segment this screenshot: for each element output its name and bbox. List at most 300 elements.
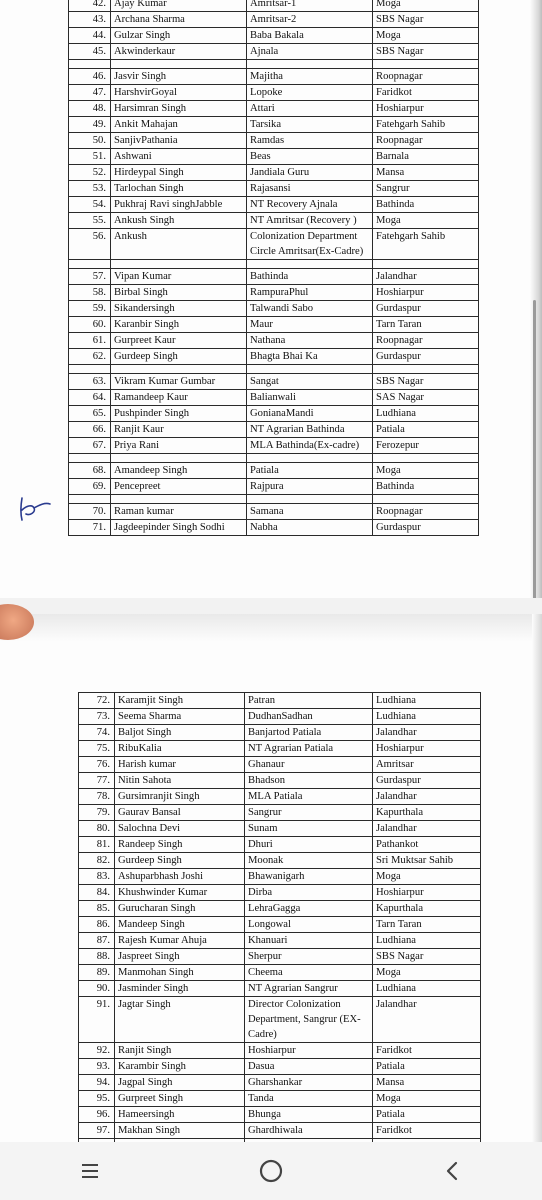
table-row	[79, 805, 481, 821]
cell-no: 49.	[69, 117, 111, 133]
cell-to: Faridkot	[373, 1123, 481, 1139]
cell-no: 47.	[69, 85, 111, 101]
cell-from: Ghanaur	[245, 757, 373, 773]
cell-no: 72.	[79, 693, 115, 709]
cell-name: Jasminder Singh	[115, 981, 245, 997]
cell-no: 56.	[69, 229, 111, 260]
page-gap	[0, 598, 542, 614]
cell-to: Gurdaspur	[373, 349, 479, 365]
cell-from: Dasua	[245, 1059, 373, 1075]
table-row	[79, 1107, 481, 1123]
cell-name: Pencepreet	[111, 479, 247, 495]
cell-name: Nitin Sahota	[115, 773, 245, 789]
cell-from: Attari	[247, 101, 373, 117]
spacer-row	[69, 260, 479, 269]
cell-name: Ranjit Kaur	[111, 422, 247, 438]
cell-name: RibuKalia	[115, 741, 245, 757]
cell-to: Patiala	[373, 1107, 481, 1123]
cell-from: NT Agrarian Sangrur	[245, 981, 373, 997]
table-row	[69, 0, 479, 12]
cell-to: Patiala	[373, 422, 479, 438]
cell-to: Tarn Taran	[373, 317, 479, 333]
table-row	[79, 949, 481, 965]
cell-no: 83.	[79, 869, 115, 885]
cell-from: DudhanSadhan	[245, 709, 373, 725]
cell-from: Bhunga	[245, 1107, 373, 1123]
cell-name: Sikandersingh	[111, 301, 247, 317]
table-row	[69, 374, 479, 390]
table-row	[69, 438, 479, 454]
cell-to: Mansa	[373, 165, 479, 181]
cell-to: Fatehgarh Sahib	[373, 229, 479, 260]
table-row	[79, 821, 481, 837]
cell-from: RampuraPhul	[247, 285, 373, 301]
cell-to: Faridkot	[373, 85, 479, 101]
cell-to: Roopnagar	[373, 333, 479, 349]
cell-to: Bathinda	[373, 479, 479, 495]
table-row	[69, 12, 479, 28]
cell-from: Bathinda	[247, 269, 373, 285]
table-row	[79, 709, 481, 725]
cell-name: Jaspreet Singh	[115, 949, 245, 965]
cell-from: LehraGagga	[245, 901, 373, 917]
cell-from: Patiala	[247, 463, 373, 479]
page-edge-shadow	[530, 0, 542, 598]
cell-from: Bhawanigarh	[245, 869, 373, 885]
cell-empty	[69, 60, 111, 69]
cell-to: Pathankot	[373, 837, 481, 853]
cell-no: 74.	[79, 725, 115, 741]
cell-from: MLA Patiala	[245, 789, 373, 805]
cell-no: 42.	[69, 0, 111, 12]
cell-name: Raman kumar	[111, 504, 247, 520]
cell-no: 64.	[69, 390, 111, 406]
recent-apps-button[interactable]	[60, 1151, 120, 1191]
cell-to: Ludhiana	[373, 981, 481, 997]
cell-no: 46.	[69, 69, 111, 85]
cell-empty	[373, 454, 479, 463]
cell-no: 89.	[79, 965, 115, 981]
cell-empty	[247, 495, 373, 504]
cell-name: Ajay Kumar	[111, 0, 247, 12]
cell-no: 54.	[69, 197, 111, 213]
cell-empty	[111, 454, 247, 463]
cell-no: 82.	[79, 853, 115, 869]
cell-from: Gharshankar	[245, 1075, 373, 1091]
table-row	[79, 1043, 481, 1059]
cell-name: Karanbir Singh	[111, 317, 247, 333]
cell-name: Ranjit Singh	[115, 1043, 245, 1059]
cell-to: Kapurthala	[373, 901, 481, 917]
cell-no: 60.	[69, 317, 111, 333]
cell-from: Bhagta Bhai Ka	[247, 349, 373, 365]
table-row	[79, 789, 481, 805]
cell-no: 44.	[69, 28, 111, 44]
cell-no: 90.	[79, 981, 115, 997]
cell-no: 71.	[69, 520, 111, 536]
cell-from: Sangrur	[245, 805, 373, 821]
cell-no: 67.	[69, 438, 111, 454]
recent-apps-icon	[79, 1162, 101, 1180]
cell-no: 66.	[69, 422, 111, 438]
cell-name: Gulzar Singh	[111, 28, 247, 44]
table-row	[69, 229, 479, 260]
cell-from: Bhadson	[245, 773, 373, 789]
cell-empty	[247, 365, 373, 374]
cell-to: Jalandhar	[373, 725, 481, 741]
cell-empty	[69, 454, 111, 463]
cell-empty	[247, 260, 373, 269]
table-row	[69, 422, 479, 438]
cell-from: Talwandi Sabo	[247, 301, 373, 317]
table-row	[79, 1075, 481, 1091]
cell-no: 59.	[69, 301, 111, 317]
cell-to: Kapurthala	[373, 805, 481, 821]
cell-name: Gurpreet Singh	[115, 1091, 245, 1107]
table-row	[69, 390, 479, 406]
back-button[interactable]	[422, 1151, 482, 1191]
table-row	[69, 317, 479, 333]
table-row	[69, 349, 479, 365]
cell-no: 80.	[79, 821, 115, 837]
cell-to: Ludhiana	[373, 406, 479, 422]
cell-to: Sri Muktsar Sahib	[373, 853, 481, 869]
cell-from: NT Agrarian Bathinda	[247, 422, 373, 438]
cell-from: Moonak	[245, 853, 373, 869]
table-row	[69, 301, 479, 317]
cell-to: Mansa	[373, 1075, 481, 1091]
cell-to: Roopnagar	[373, 133, 479, 149]
table-row	[79, 997, 481, 1043]
cell-no: 93.	[79, 1059, 115, 1075]
cell-from: NT Agrarian Patiala	[245, 741, 373, 757]
cell-from: Khanuari	[245, 933, 373, 949]
cell-no: 68.	[69, 463, 111, 479]
cell-name: Gurdeep Singh	[115, 853, 245, 869]
cell-to: Hoshiarpur	[373, 101, 479, 117]
cell-to: Tarn Taran	[373, 917, 481, 933]
cell-name: Tarlochan Singh	[111, 181, 247, 197]
cell-no: 91.	[79, 997, 115, 1043]
table-row	[69, 165, 479, 181]
cell-no: 61.	[69, 333, 111, 349]
cell-name: Ramandeep Kaur	[111, 390, 247, 406]
cell-empty	[373, 365, 479, 374]
cell-name: Ankush	[111, 229, 247, 260]
cell-from: Majitha	[247, 69, 373, 85]
cell-from: Nabha	[247, 520, 373, 536]
table-row	[79, 901, 481, 917]
table-row	[69, 85, 479, 101]
table-row	[69, 333, 479, 349]
table-row	[79, 1091, 481, 1107]
table-row	[69, 133, 479, 149]
table-row	[69, 101, 479, 117]
cell-no: 81.	[79, 837, 115, 853]
cell-to: Moga	[373, 1091, 481, 1107]
cell-no: 76.	[79, 757, 115, 773]
cell-to: Moga	[373, 463, 479, 479]
cell-from: NT Amritsar (Recovery )	[247, 213, 373, 229]
cell-no: 53.	[69, 181, 111, 197]
cell-no: 52.	[69, 165, 111, 181]
cell-empty	[247, 454, 373, 463]
spacer-row	[69, 60, 479, 69]
cell-from: Cheema	[245, 965, 373, 981]
cell-from: Samana	[247, 504, 373, 520]
cell-empty	[373, 260, 479, 269]
cell-to: Gurdaspur	[373, 520, 479, 536]
cell-from: Rajpura	[247, 479, 373, 495]
cell-to: Moga	[373, 0, 479, 12]
cell-name: Hameersingh	[115, 1107, 245, 1123]
cell-from: Sangat	[247, 374, 373, 390]
cell-to: Hoshiarpur	[373, 741, 481, 757]
home-button[interactable]	[241, 1151, 301, 1191]
cell-name: Jasvir Singh	[111, 69, 247, 85]
cell-from: Dirba	[245, 885, 373, 901]
cell-name: Manmohan Singh	[115, 965, 245, 981]
cell-from: Colonization Department Circle Amritsar(Ex-Cadre)	[247, 229, 373, 260]
cell-no: 63.	[69, 374, 111, 390]
cell-name: Gaurav Bansal	[115, 805, 245, 821]
cell-to: Ludhiana	[373, 933, 481, 949]
cell-to: Ferozepur	[373, 438, 479, 454]
cell-empty	[69, 365, 111, 374]
cell-from: Sherpur	[245, 949, 373, 965]
table-row	[69, 285, 479, 301]
cell-from: Tanda	[245, 1091, 373, 1107]
cell-name: Gurpreet Kaur	[111, 333, 247, 349]
cell-no: 92.	[79, 1043, 115, 1059]
cell-name: HarshvirGoyal	[111, 85, 247, 101]
cell-to: SBS Nagar	[373, 44, 479, 60]
cell-no: 45.	[69, 44, 111, 60]
cell-to: Barnala	[373, 149, 479, 165]
cell-name: Hirdeypal Singh	[111, 165, 247, 181]
table-row	[69, 28, 479, 44]
cell-no: 84.	[79, 885, 115, 901]
cell-name: Ankit Mahajan	[111, 117, 247, 133]
cell-no: 85.	[79, 901, 115, 917]
cell-name: Gursimranjit Singh	[115, 789, 245, 805]
cell-to: SAS Nagar	[373, 390, 479, 406]
cell-from: GonianaMandi	[247, 406, 373, 422]
table-row	[79, 965, 481, 981]
cell-from: MLA Bathinda(Ex-cadre)	[247, 438, 373, 454]
cell-no: 78.	[79, 789, 115, 805]
table-row	[79, 757, 481, 773]
signature-mark	[16, 494, 56, 524]
cell-empty	[111, 60, 247, 69]
cell-from: Director Colonization Department, Sangrur (EX-Cadre)	[245, 997, 373, 1043]
table-row	[69, 181, 479, 197]
table-row	[69, 197, 479, 213]
table-row	[69, 520, 479, 536]
cell-name: Gurdeep Singh	[111, 349, 247, 365]
table-row	[69, 406, 479, 422]
cell-no: 65.	[69, 406, 111, 422]
cell-from: Lopoke	[247, 85, 373, 101]
cell-to: Jalandhar	[373, 997, 481, 1043]
cell-empty	[247, 60, 373, 69]
cell-to: Gurdaspur	[373, 773, 481, 789]
cell-to: Patiala	[373, 1059, 481, 1075]
cell-name: Makhan Singh	[115, 1123, 245, 1139]
cell-from: Dhuri	[245, 837, 373, 853]
table-row	[69, 69, 479, 85]
cell-no: 96.	[79, 1107, 115, 1123]
cell-name: Karamjit Singh	[115, 693, 245, 709]
cell-name: Pukhraj Ravi singhJabble	[111, 197, 247, 213]
cell-no: 94.	[79, 1075, 115, 1091]
spacer-row	[69, 495, 479, 504]
cell-to: Moga	[373, 965, 481, 981]
cell-from: Hoshiarpur	[245, 1043, 373, 1059]
cell-name: SanjivPathania	[111, 133, 247, 149]
table-row	[79, 725, 481, 741]
cell-name: Vikram Kumar Gumbar	[111, 374, 247, 390]
cell-no: 55.	[69, 213, 111, 229]
cell-to: Roopnagar	[373, 69, 479, 85]
cell-name: Akwinderkaur	[111, 44, 247, 60]
cell-no: 50.	[69, 133, 111, 149]
cell-empty	[111, 260, 247, 269]
table-row	[69, 213, 479, 229]
cell-to: Sangrur	[373, 181, 479, 197]
cell-to: Fatehgarh Sahib	[373, 117, 479, 133]
cell-name: Priya Rani	[111, 438, 247, 454]
spacer-row	[69, 365, 479, 374]
cell-to: Jalandhar	[373, 789, 481, 805]
cell-name: Karambir Singh	[115, 1059, 245, 1075]
cell-name: Rajesh Kumar Ahuja	[115, 933, 245, 949]
cell-name: Ankush Singh	[111, 213, 247, 229]
cell-no: 57.	[69, 269, 111, 285]
cell-name: Jagtar Singh	[115, 997, 245, 1043]
cell-from: Maur	[247, 317, 373, 333]
cell-empty	[373, 60, 479, 69]
cell-name: Randeep Singh	[115, 837, 245, 853]
table-row	[79, 837, 481, 853]
cell-from: Amritsar-1	[247, 0, 373, 12]
cell-empty	[111, 365, 247, 374]
table-row	[79, 773, 481, 789]
transfer-table-1	[68, 0, 479, 536]
table-row	[69, 479, 479, 495]
cell-empty	[111, 495, 247, 504]
cell-to: SBS Nagar	[373, 949, 481, 965]
cell-to: Roopnagar	[373, 504, 479, 520]
table-row	[79, 933, 481, 949]
cell-name: Amandeep Singh	[111, 463, 247, 479]
scrollbar[interactable]	[533, 300, 536, 600]
cell-from: Banjartod Patiala	[245, 725, 373, 741]
cell-empty	[373, 495, 479, 504]
table-row	[79, 693, 481, 709]
table-row	[79, 853, 481, 869]
cell-from: Ghardhiwala	[245, 1123, 373, 1139]
cell-from: Patran	[245, 693, 373, 709]
table-row	[69, 149, 479, 165]
cell-from: NT Recovery Ajnala	[247, 197, 373, 213]
cell-from: Nathana	[247, 333, 373, 349]
cell-from: Rajasansi	[247, 181, 373, 197]
home-icon	[258, 1158, 284, 1184]
cell-to: Moga	[373, 28, 479, 44]
table-row	[69, 504, 479, 520]
cell-to: Moga	[373, 869, 481, 885]
cell-no: 87.	[79, 933, 115, 949]
table-row	[79, 885, 481, 901]
cell-no: 51.	[69, 149, 111, 165]
table-row	[69, 269, 479, 285]
cell-to: Jalandhar	[373, 269, 479, 285]
cell-no: 62.	[69, 349, 111, 365]
cell-to: Gurdaspur	[373, 301, 479, 317]
cell-name: Birbal Singh	[111, 285, 247, 301]
cell-name: Vipan Kumar	[111, 269, 247, 285]
cell-no: 95.	[79, 1091, 115, 1107]
document-page-1	[0, 0, 542, 598]
cell-from: Sunam	[245, 821, 373, 837]
cell-from: Amritsar-2	[247, 12, 373, 28]
cell-name: Ashwani	[111, 149, 247, 165]
cell-to: Ludhiana	[373, 709, 481, 725]
cell-from: Beas	[247, 149, 373, 165]
page-curl-shadow	[0, 614, 542, 642]
android-nav-bar	[0, 1142, 542, 1200]
cell-name: Gurucharan Singh	[115, 901, 245, 917]
cell-no: 97.	[79, 1123, 115, 1139]
cell-no: 77.	[79, 773, 115, 789]
cell-from: Ajnala	[247, 44, 373, 60]
page-edge-shadow-2	[532, 614, 542, 1142]
cell-no: 73.	[79, 709, 115, 725]
cell-no: 58.	[69, 285, 111, 301]
cell-no: 88.	[79, 949, 115, 965]
cell-name: Khushwinder Kumar	[115, 885, 245, 901]
cell-no: 43.	[69, 12, 111, 28]
cell-to: Faridkot	[373, 1043, 481, 1059]
cell-name: Baljot Singh	[115, 725, 245, 741]
cell-name: Ashuparbhash Joshi	[115, 869, 245, 885]
table-row	[79, 741, 481, 757]
cell-no: 86.	[79, 917, 115, 933]
cell-empty	[69, 495, 111, 504]
table-row	[79, 917, 481, 933]
cell-name: Seema Sharma	[115, 709, 245, 725]
spacer-row	[69, 454, 479, 463]
cell-no: 69.	[69, 479, 111, 495]
table-row	[79, 869, 481, 885]
cell-to: Hoshiarpur	[373, 285, 479, 301]
cell-to: Amritsar	[373, 757, 481, 773]
table-row	[79, 1123, 481, 1139]
document-page-2	[0, 614, 542, 1142]
table-row	[69, 117, 479, 133]
cell-from: Jandiala Guru	[247, 165, 373, 181]
table-row	[69, 44, 479, 60]
cell-to: SBS Nagar	[373, 374, 479, 390]
cell-to: Bathinda	[373, 197, 479, 213]
cell-name: Harish kumar	[115, 757, 245, 773]
cell-from: Balianwali	[247, 390, 373, 406]
cell-name: Jagdeepinder Singh Sodhi	[111, 520, 247, 536]
cell-from: Longowal	[245, 917, 373, 933]
cell-no: 48.	[69, 101, 111, 117]
back-icon	[442, 1160, 462, 1182]
